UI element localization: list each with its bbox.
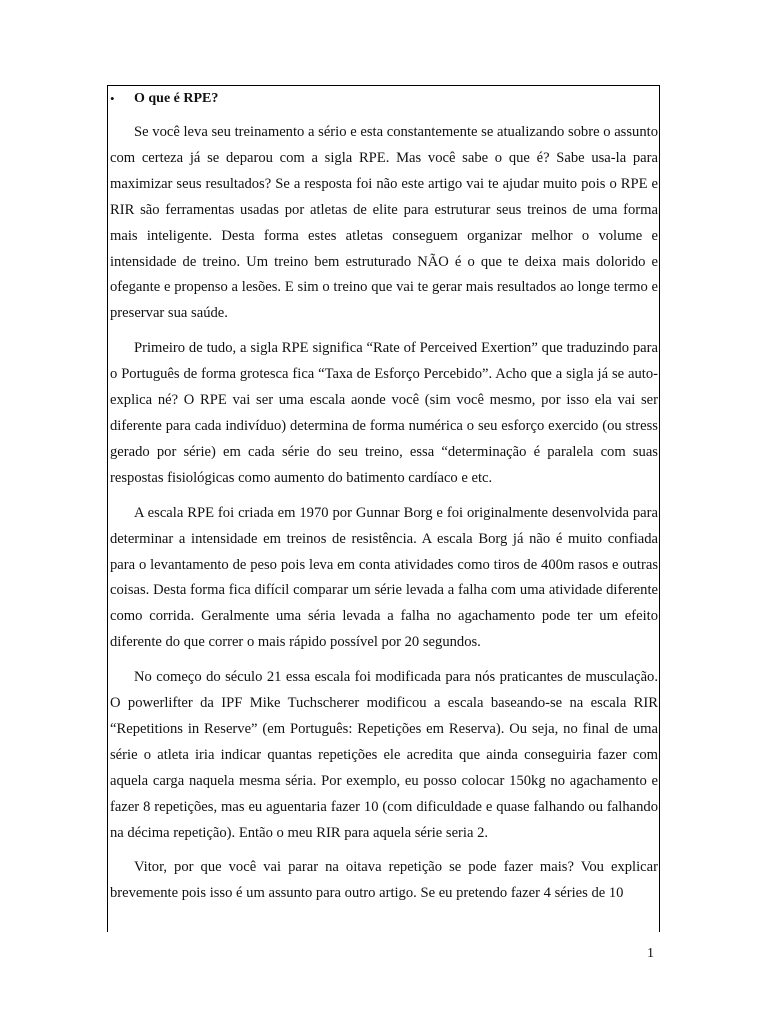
paragraph-4: No começo do século 21 essa escala foi modificada para nós praticantes de musculação. O powerlifter da IPF Mike Tuchscherer modificou a escala baseando-se na escala RIR “Repetitions in Reserve” (em Português: Repetições em Reserva). Ou seja, no final de uma série o atleta iria indicar quantas repetições ele acredita que ainda conseguiria fazer com aquela carga naquela mesma séria. Por exemplo, eu posso colocar 150kg no agachamento e fazer 8 repetições, mas eu aguentaria fazer 10 (com dificuldade e quase falhando ou falhando na décima repetição). Então o meu RIR para aquela série seria 2. [110, 669, 658, 841]
paragraph-5: Vitor, por que você vai parar na oitava repetição se pode fazer mais? Vou explicar brevemente pois isso é um assunto para outro artigo. Se eu pretendo fazer 4 séries de 10 [110, 859, 658, 902]
section-heading [110, 86, 658, 112]
heading-text: O que é RPE? [134, 91, 219, 106]
bullet-icon: • [110, 91, 115, 106]
document-body [110, 86, 658, 907]
page-number: 1 [647, 946, 654, 961]
paragraph-3: A escala RPE foi criada em 1970 por Gunnar Borg e foi originalmente desenvolvida para determinar a intensidade em treinos de resistência. A escala Borg já não é muito confiada para o levantamento de peso pois leva em conta atividades como tiros de 400m rasos e outras coisas. Desta forma fica difícil comparar um série levada a falha com uma atividade diferente como corrida. Geralmente uma séria levada a falha no agachamento pode ter um efeito diferente do que correr o mais rápido possível por 20 segundos. [110, 504, 658, 651]
paragraph-2: Primeiro de tudo, a sigla RPE significa “Rate of Perceived Exertion” que traduzindo para o Português de forma grotesca fica “Taxa de Esforço Percebido”. Acho que a sigla já se auto-explica né? O RPE vai ser uma escala aonde você (sim você mesmo, por isso ela vai ser diferente para cada indivíduo) determina de forma numérica o seu esforço exercido (ou stress gerado por série) em cada série do seu treino, essa “determinação é paralela com suas respostas fisiológicas como aumento do batimento cardíaco e etc. [110, 340, 658, 486]
paragraph-1: Se você leva seu treinamento a sério e esta constantemente se atualizando sobre o assunto com certeza já se deparou com a sigla RPE. Mas você sabe o que é? Sabe usa-la para maximizar seus resultados? Se a resposta foi não este artigo vai te ajudar muito pois o RPE e RIR são ferramentas usadas por atletas de elite para estruturar seus treinos de uma forma mais inteligente. Desta forma estes atletas conseguem organizar melhor o volume e intensidade de treino. Um treino bem estruturado NÃO é o que te deixa mais dolorido e ofegante e propenso a lesões. E sim o treino que vai te gerar mais resultados ao longe termo e preservar sua saúde. [110, 124, 658, 322]
